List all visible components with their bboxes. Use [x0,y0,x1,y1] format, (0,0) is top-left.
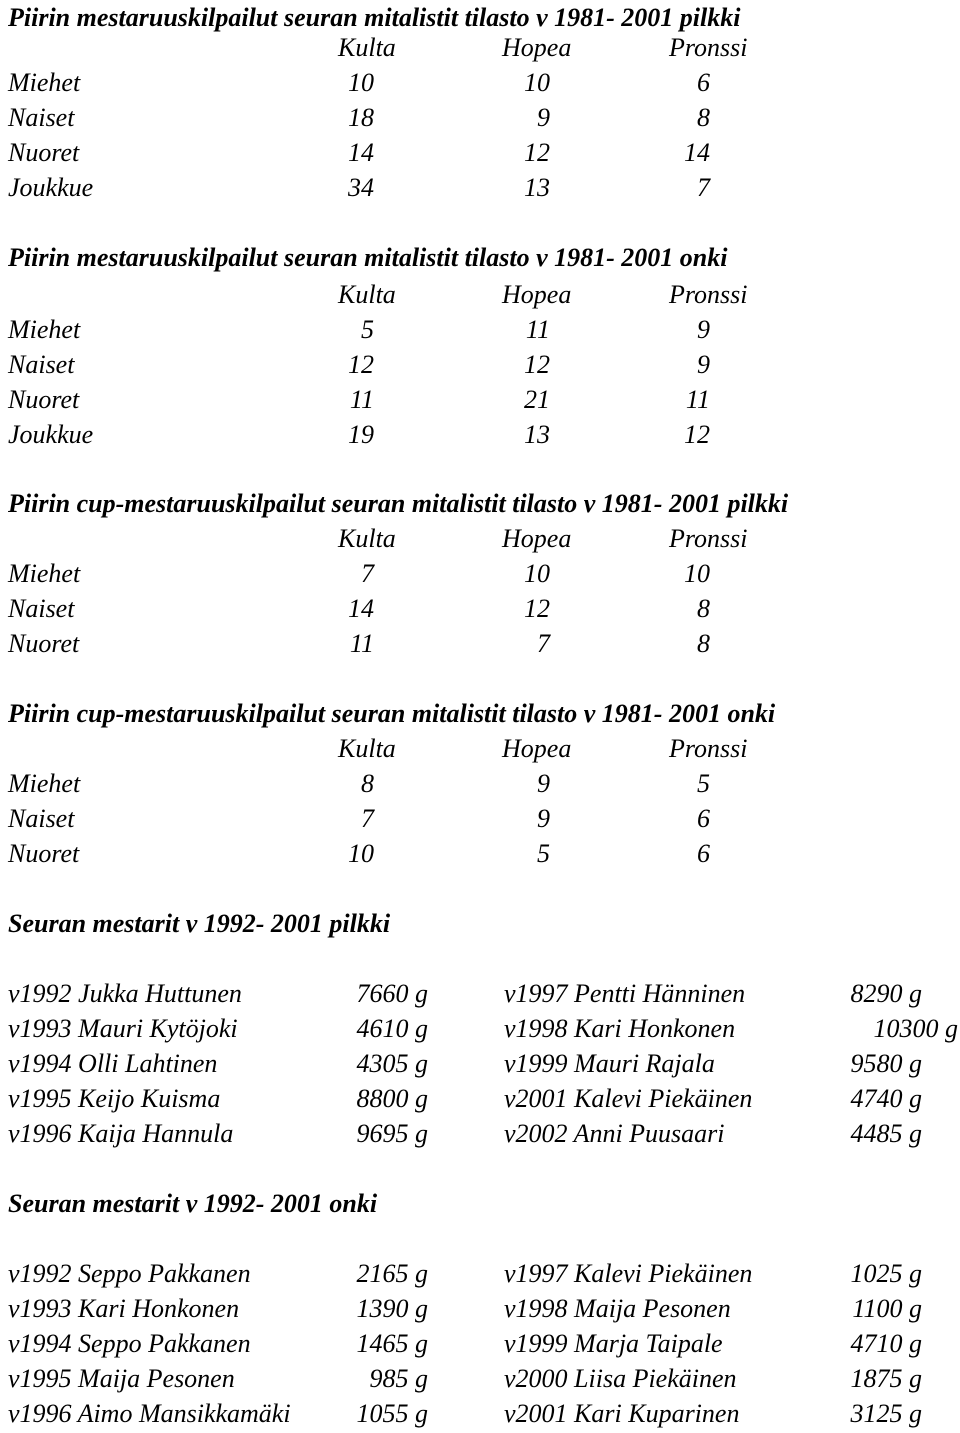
header-bronze: Pronssi [669,280,748,309]
medal-row [8,556,958,591]
champion-name: v1993 Kari Honkonen [8,1294,240,1323]
champion-weight: 1100 g [852,1294,922,1323]
champion-name: v1995 Keijo Kuisma [8,1084,221,1113]
champion-name: v1997 Pentti Hänninen [504,979,746,1008]
bronze-count: 6 [697,68,710,97]
medal-row [8,766,958,801]
champion-name: v2002 Anni Puusaari [504,1119,725,1148]
medal-row [8,100,958,135]
bronze-count: 8 [697,594,710,623]
header-gold: Kulta [338,280,396,309]
bronze-count: 12 [684,420,710,449]
champion-weight: 985 g [369,1364,428,1393]
row-label: Nuoret [8,629,80,658]
gold-count: 8 [361,769,374,798]
champion-name: v1999 Marja Taipale [504,1329,723,1358]
gold-count: 7 [361,559,374,588]
medal-row [8,135,958,170]
medal-header-row [8,731,958,766]
gold-count: 11 [349,385,374,414]
champion-weight: 1465 g [356,1329,428,1358]
champion-name: v2000 Liisa Piekäinen [504,1364,737,1393]
gold-count: 14 [348,138,374,167]
row-label: Miehet [8,769,81,798]
champion-weight: 4710 g [850,1329,922,1358]
medal-header-row [8,521,958,556]
gold-count: 12 [348,350,374,379]
champions-title: Seuran mestarit v 1992- 2001 onki [8,1189,378,1218]
champion-name: v1996 Aimo Mansikkamäki [8,1399,291,1428]
header-gold: Kulta [338,524,396,553]
row-label: Naiset [8,594,75,623]
row-label: Joukkue [8,420,94,449]
champion-weight: 9695 g [356,1119,428,1148]
silver-count: 10 [524,559,550,588]
silver-count: 13 [524,173,550,202]
silver-count: 9 [537,804,550,833]
silver-count: 5 [537,839,550,868]
bronze-count: 8 [697,103,710,132]
champion-name: v1997 Kalevi Piekäinen [504,1259,753,1288]
medal-table-title: Piirin cup-mestaruuskilpailut seuran mitalistit tilasto v 1981- 2001 onki [8,699,776,728]
silver-count: 7 [537,629,550,658]
silver-count: 11 [525,315,550,344]
medal-row [8,312,958,347]
medal-table-title: Piirin mestaruuskilpailut seuran mitalistit tilasto v 1981- 2001 onki [8,243,728,272]
header-silver: Hopea [502,524,572,553]
champion-name: v1992 Jukka Huttunen [8,979,242,1008]
header-gold: Kulta [338,734,396,763]
silver-count: 21 [524,385,550,414]
champions-title: Seuran mestarit v 1992- 2001 pilkki [8,909,391,938]
medal-row [8,170,958,205]
silver-count: 10 [524,68,550,97]
row-label: Naiset [8,103,75,132]
champion-weight: 4305 g [356,1049,428,1078]
medal-row [8,836,958,871]
champion-weight: 9580 g [850,1049,922,1078]
silver-count: 12 [524,594,550,623]
medal-row [8,417,958,452]
champion-weight: 1390 g [356,1294,428,1323]
champion-name: v1995 Maija Pesonen [8,1364,235,1393]
champion-weight: 7660 g [356,979,428,1008]
champion-row [8,1011,958,1046]
champion-weight: 1055 g [356,1399,428,1428]
champion-row [8,1291,958,1326]
row-label: Nuoret [8,385,80,414]
medal-row [8,626,958,661]
medal-table-title: Piirin cup-mestaruuskilpailut seuran mitalistit tilasto v 1981- 2001 pilkki [8,489,789,518]
champion-name: v1999 Mauri Rajala [504,1049,715,1078]
gold-count: 5 [361,315,374,344]
champion-row [8,976,958,1011]
champion-weight: 2165 g [356,1259,428,1288]
header-silver: Hopea [502,33,572,62]
champion-name: v1998 Kari Honkonen [504,1014,736,1043]
champion-weight: 4485 g [850,1119,922,1148]
champion-weight: 1875 g [850,1364,922,1393]
champion-weight: 10300 g [873,1014,958,1043]
bronze-count: 14 [684,138,710,167]
champion-row [8,1361,958,1396]
champion-name: v1996 Kaija Hannula [8,1119,234,1148]
medal-row [8,382,958,417]
medal-row [8,65,958,100]
champion-weight: 8800 g [356,1084,428,1113]
champion-name: v1998 Maija Pesonen [504,1294,731,1323]
medal-header-row [8,277,958,312]
gold-count: 19 [348,420,374,449]
gold-count: 14 [348,594,374,623]
row-label: Nuoret [8,138,80,167]
medal-row [8,591,958,626]
header-gold: Kulta [338,33,396,62]
champion-name: v1993 Mauri Kytöjoki [8,1014,238,1043]
row-label: Naiset [8,350,75,379]
gold-count: 34 [348,173,374,202]
header-bronze: Pronssi [669,33,748,62]
champion-row [8,1116,958,1151]
row-label: Miehet [8,315,81,344]
silver-count: 13 [524,420,550,449]
row-label: Naiset [8,804,75,833]
bronze-count: 10 [684,559,710,588]
gold-count: 18 [348,103,374,132]
medal-row [8,347,958,382]
header-bronze: Pronssi [669,524,748,553]
silver-count: 9 [537,103,550,132]
row-label: Miehet [8,68,81,97]
silver-count: 9 [537,769,550,798]
bronze-count: 7 [697,173,710,202]
row-label: Miehet [8,559,81,588]
medal-table-title: Piirin mestaruuskilpailut seuran mitalistit tilasto v 1981- 2001 pilkki [8,3,741,32]
header-bronze: Pronssi [669,734,748,763]
gold-count: 7 [361,804,374,833]
bronze-count: 5 [697,769,710,798]
gold-count: 11 [349,629,374,658]
champion-name: v2001 Kalevi Piekäinen [504,1084,753,1113]
header-silver: Hopea [502,280,572,309]
bronze-count: 9 [697,350,710,379]
champion-weight: 1025 g [850,1259,922,1288]
gold-count: 10 [348,839,374,868]
champion-name: v1994 Olli Lahtinen [8,1049,218,1078]
champion-row [8,1256,958,1291]
header-silver: Hopea [502,734,572,763]
champion-name: v1992 Seppo Pakkanen [8,1259,251,1288]
row-label: Joukkue [8,173,94,202]
bronze-count: 11 [685,385,710,414]
silver-count: 12 [524,138,550,167]
medal-row [8,801,958,836]
bronze-count: 9 [697,315,710,344]
bronze-count: 6 [697,804,710,833]
champion-weight: 4740 g [850,1084,922,1113]
bronze-count: 6 [697,839,710,868]
bronze-count: 8 [697,629,710,658]
champion-row [8,1396,958,1431]
champion-row [8,1046,958,1081]
champion-row [8,1081,958,1116]
row-label: Nuoret [8,839,80,868]
champion-row [8,1326,958,1361]
gold-count: 10 [348,68,374,97]
champion-weight: 8290 g [850,979,922,1008]
silver-count: 12 [524,350,550,379]
champion-name: v1994 Seppo Pakkanen [8,1329,251,1358]
champion-name: v2001 Kari Kuparinen [504,1399,740,1428]
champion-weight: 3125 g [850,1399,922,1428]
champion-weight: 4610 g [356,1014,428,1043]
medal-header-row [8,30,958,65]
